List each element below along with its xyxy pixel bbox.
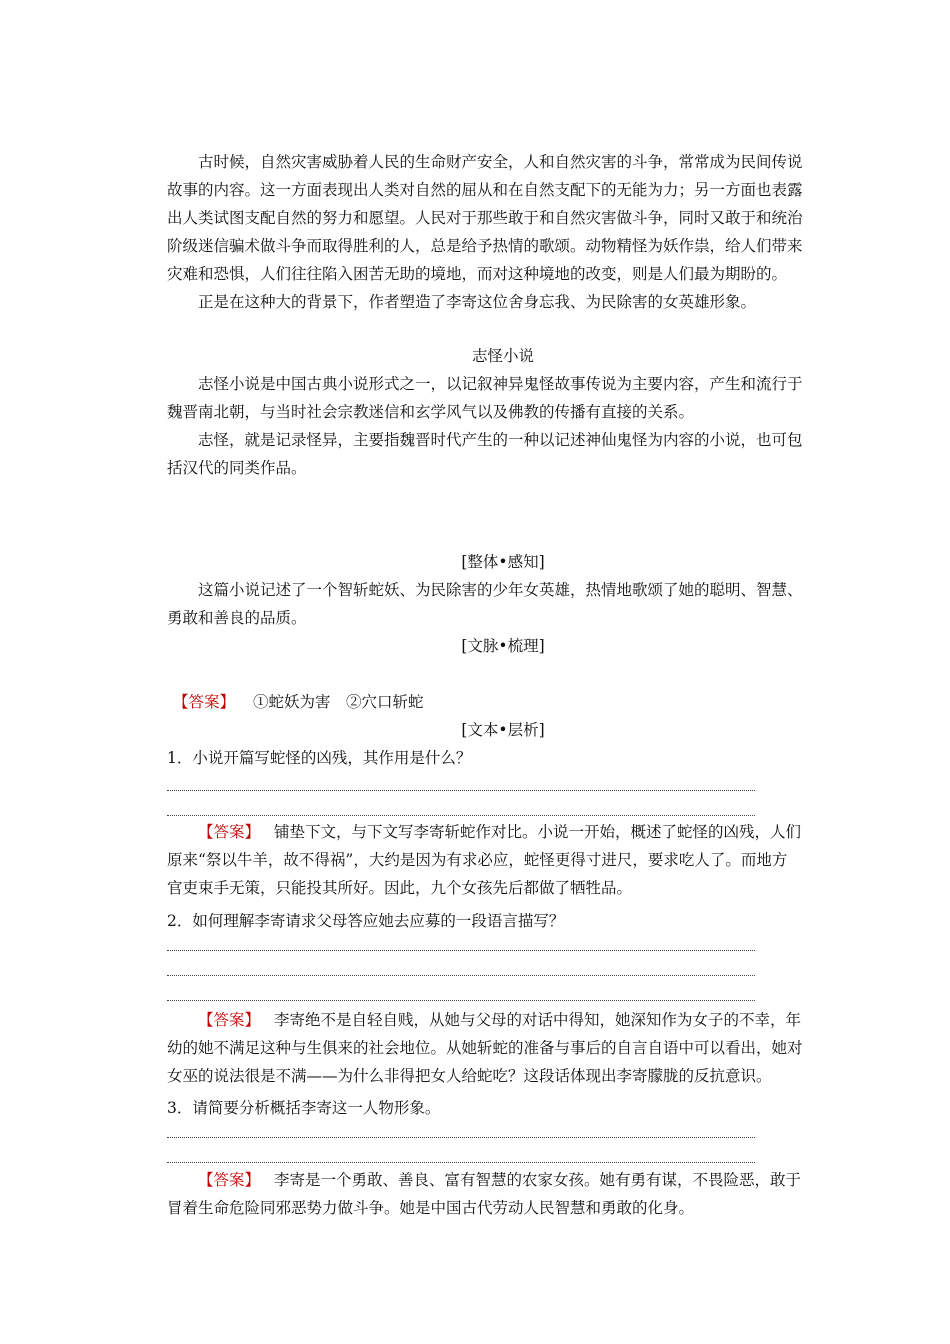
answer-label: 【答案】 — [198, 1011, 261, 1029]
answer-3 — [167, 1166, 839, 1222]
text-line: 括汉代的同类作品。 — [167, 459, 307, 477]
text-line: 阶级迷信骗术做斗争而取得胜利的人，总是给予热情的歌颂。动物精怪为妖作祟，给人们带来 — [167, 237, 803, 255]
section-heading-zhiguai: 志怪小说 — [471, 347, 534, 365]
text-line: 古时候，自然灾害威胁着人民的生命财产安全，人和自然灾害的斗争，常常成为民间传说 — [198, 153, 803, 171]
answer-text: 李寄绝不是自轻自贱，从她与父母的对话中得知，她深知作为女子的不幸，年 — [274, 1011, 802, 1029]
text-line: 志怪小说是中国古典小说形式之一，以记叙神异鬼怪故事传说为主要内容，产生和流行于 — [198, 375, 803, 393]
text-line: 故事的内容。这一方面表现出人类对自然的屈从和在自然支配下的无能为力；另一方面也表露 — [167, 181, 803, 199]
text-line: 灾难和恐惧，人们往往陷入困苦无助的境地，而对这种境地的改变，则是人们最为期盼的。 — [167, 265, 788, 283]
text-line: 这篇小说记述了一个智斩蛇妖、为民除害的少年女英雄，热情地歌颂了她的聪明、智慧、 — [198, 581, 803, 599]
overall-paragraph — [167, 576, 839, 632]
answer-blank-line — [167, 815, 755, 816]
text-line: 幼的她不满足这种与生俱来的社会地位。从她斩蛇的准备与事后的自言自语中可以看出，她对 — [167, 1039, 803, 1057]
question-1: 1．小说开篇写蛇怪的凶残，其作用是什么？ — [167, 749, 472, 767]
answer-label: 【答案】 — [198, 823, 261, 841]
background-paragraph-1 — [167, 148, 839, 288]
background-paragraph-2 — [167, 288, 839, 316]
text-line: 志怪，就是记录怪异，主要指魏晋时代产生的一种以记述神仙鬼怪为内容的小说，也可包 — [198, 431, 803, 449]
zhiguai-paragraph-2 — [167, 426, 839, 482]
zhiguai-paragraph-1 — [167, 370, 839, 426]
section-heading-context: [文脉•梳理] — [461, 637, 545, 655]
text-line: 原来“祭以牛羊，故不得祸”，大约是因为有求必应，蛇怪更得寸进尺，要求吃人了。而地方 — [167, 851, 788, 869]
text-line: 官吏束手无策，只能投其所好。因此，九个女孩先后都做了牺牲品。 — [167, 879, 633, 897]
text-line: 出人类试图支配自然的努力和愿望。人民对于那些敢于和自然灾害做斗争，同时又敢于和统治 — [167, 209, 803, 227]
answer-text: 李寄是一个勇敢、善良、富有智慧的农家女孩。她有勇有谋，不畏险恶，敢于 — [274, 1171, 802, 1189]
section-heading-overall: [整体•感知] — [461, 553, 545, 571]
context-answer — [173, 688, 424, 716]
answer-blank-line — [167, 790, 755, 791]
text-line: 勇敢和善良的品质。 — [167, 609, 307, 627]
answer-blank-line — [167, 1162, 755, 1163]
answer-2 — [167, 1006, 839, 1090]
text-line — [167, 1006, 839, 1034]
text-line: 女巫的说法很是不满——为什么非得把女人给蛇吃？这段话体现出李寄朦胧的反抗意识。 — [167, 1067, 772, 1085]
question-2: 2．如何理解李寄请求父母答应她去应募的一段语言描写？ — [167, 912, 565, 930]
text-line: 魏晋南北朝，与当时社会宗教迷信和玄学风气以及佛教的传播有直接的关系。 — [167, 403, 695, 421]
answer-blank-line — [167, 975, 755, 976]
answer-label: 【答案】 — [198, 1171, 261, 1189]
answer-blank-line — [167, 1000, 755, 1001]
section-heading-analysis: [文本•层析] — [461, 721, 545, 739]
text-line — [167, 1166, 839, 1194]
answer-text: 铺垫下文，与下文写李寄斩蛇作对比。小说一开始，概述了蛇怪的凶残，人们 — [274, 823, 802, 841]
answer-text: ①蛇妖为害 ②穴口斩蛇 — [253, 693, 424, 711]
answer-blank-line — [167, 1137, 755, 1138]
text-line: 正是在这种大的背景下，作者塑造了李寄这位舍身忘我、为民除害的女英雄形象。 — [198, 293, 757, 311]
text-line — [167, 818, 839, 846]
text-line: 冒着生命危险同邪恶势力做斗争。她是中国古代劳动人民智慧和勇敢的化身。 — [167, 1199, 695, 1217]
answer-label: 【答案】 — [173, 693, 236, 711]
question-3: 3．请简要分析概括李寄这一人物形象。 — [167, 1099, 441, 1117]
answer-1 — [167, 818, 839, 902]
answer-blank-line — [167, 950, 755, 951]
